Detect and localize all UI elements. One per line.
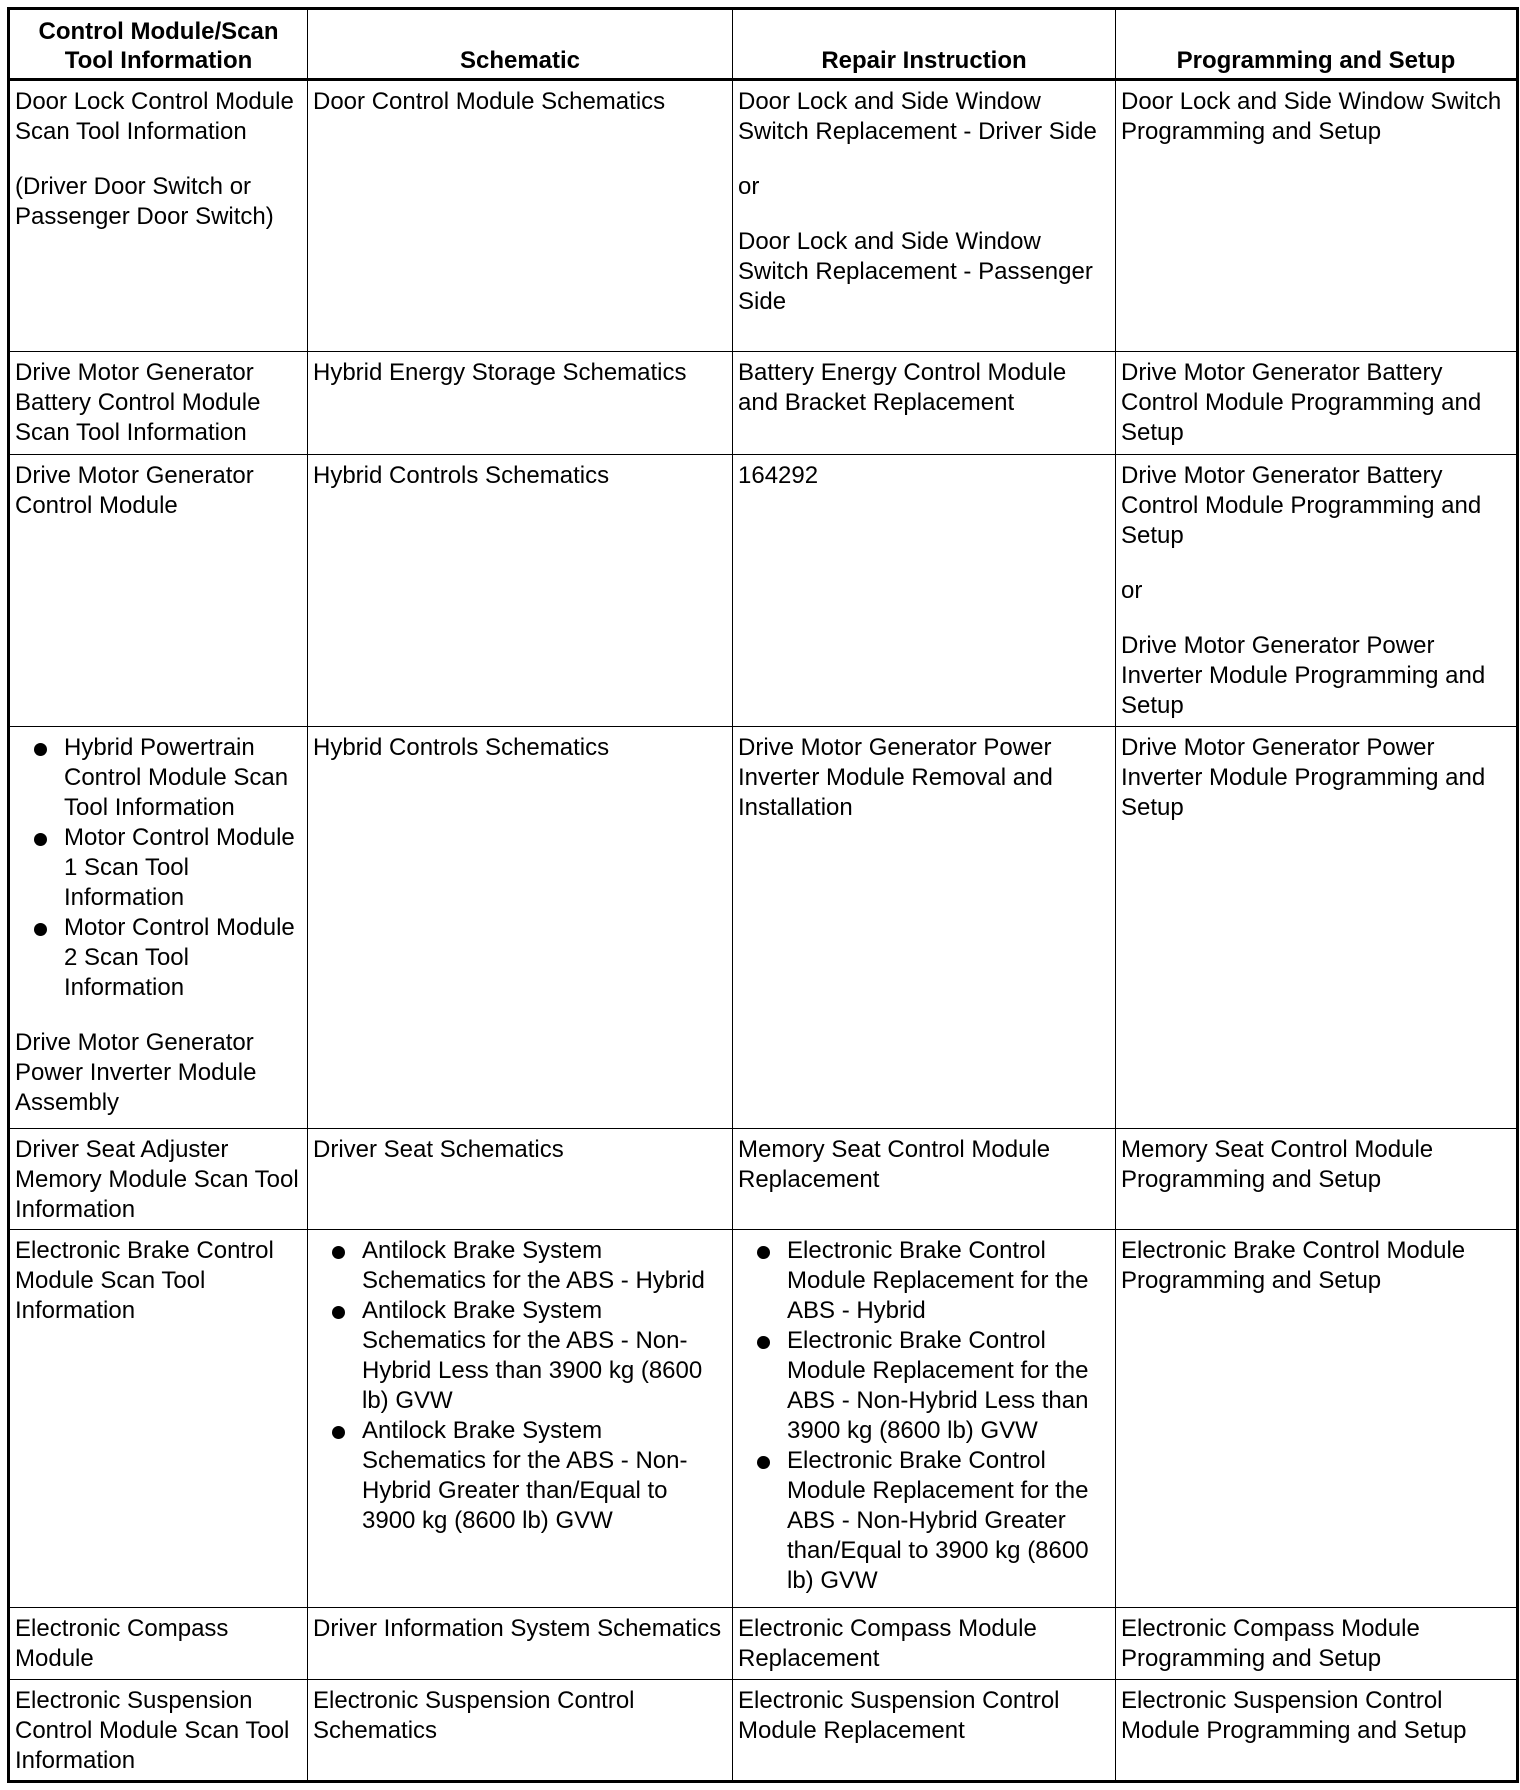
table-row <box>9 1680 1518 1782</box>
cell-module <box>9 455 308 727</box>
module-reference-table <box>7 7 1519 1783</box>
cell-programming <box>1116 80 1518 352</box>
cell-schematic <box>308 1680 733 1782</box>
cell-text: 164292 <box>738 462 819 489</box>
cell-text: Electronic Brake Control Module Scan Tool Information <box>15 1237 274 1324</box>
cell-repair <box>733 727 1116 1129</box>
cell-text: Hybrid Energy Storage Schematics <box>313 359 687 386</box>
cell-module <box>9 1608 308 1680</box>
list-item: Electronic Brake Control Module Replacement for the ABS - Non-Hybrid Less than 3900 kg (8600 lb) GVW <box>738 1326 1110 1446</box>
cell-module <box>9 1129 308 1230</box>
cell-text: (Driver Door Switch or Passenger Door Switch) <box>15 173 274 230</box>
cell-schematic <box>308 1230 733 1608</box>
cell-text: Electronic Suspension Control Schematics <box>313 1687 635 1744</box>
cell-module <box>9 1230 308 1608</box>
cell-repair <box>733 1680 1116 1782</box>
cell-text: Electronic Compass Module Replacement <box>738 1615 1037 1672</box>
table-row <box>9 1608 1518 1680</box>
cell-text: Drive Motor Generator Battery Control Module Scan Tool Information <box>15 359 261 446</box>
cell-text: Drive Motor Generator Power Inverter Module Programming and Setup <box>1121 632 1486 719</box>
cell-text: Hybrid Controls Schematics <box>313 734 610 761</box>
cell-programming <box>1116 352 1518 455</box>
table-row <box>9 80 1518 352</box>
cell-programming <box>1116 1129 1518 1230</box>
header-row <box>9 9 1518 80</box>
cell-text: Electronic Suspension Control Module Scan Tool Information <box>15 1687 290 1774</box>
table-row <box>9 1230 1518 1608</box>
table-header <box>9 9 1518 80</box>
cell-schematic <box>308 80 733 352</box>
cell-programming <box>1116 1680 1518 1782</box>
list-item: Motor Control Module 2 Scan Tool Information <box>15 913 302 1003</box>
cell-programming <box>1116 455 1518 727</box>
table-row <box>9 1129 1518 1230</box>
cell-text: Memory Seat Control Module Programming and Setup <box>1121 1136 1434 1193</box>
cell-repair <box>733 1230 1116 1608</box>
cell-text: Electronic Suspension Control Module Programming and Setup <box>1121 1687 1467 1744</box>
cell-text: Door Lock and Side Window Switch Replacement - Passenger Side <box>738 228 1093 315</box>
list-item: Hybrid Powertrain Control Module Scan Tool Information <box>15 733 302 823</box>
cell-programming <box>1116 1608 1518 1680</box>
bullet-list <box>738 1236 1110 1596</box>
table-row <box>9 352 1518 455</box>
cell-text: Driver Seat Schematics <box>313 1136 564 1163</box>
list-item: Electronic Brake Control Module Replacement for the ABS - Hybrid <box>738 1236 1110 1326</box>
header-repair-instruction: Repair Instruction <box>733 9 1116 80</box>
cell-schematic <box>308 1129 733 1230</box>
cell-schematic <box>308 352 733 455</box>
cell-text: or <box>1121 577 1143 604</box>
cell-text: Memory Seat Control Module Replacement <box>738 1136 1051 1193</box>
cell-text: Drive Motor Generator Control Module <box>15 462 254 519</box>
cell-repair <box>733 352 1116 455</box>
cell-schematic <box>308 727 733 1129</box>
cell-text: or <box>738 173 760 200</box>
cell-text: Electronic Suspension Control Module Replacement <box>738 1687 1060 1744</box>
bullet-list <box>313 1236 727 1536</box>
table-row <box>9 727 1518 1129</box>
table-body <box>9 80 1518 1782</box>
cell-text: Door Lock Control Module Scan Tool Information <box>15 88 294 145</box>
cell-text: Door Lock and Side Window Switch Programming and Setup <box>1121 88 1502 145</box>
cell-text: Battery Energy Control Module and Bracket Replacement <box>738 359 1067 416</box>
cell-repair <box>733 1129 1116 1230</box>
list-item: Motor Control Module 1 Scan Tool Information <box>15 823 302 913</box>
cell-repair <box>733 455 1116 727</box>
bullet-list <box>15 733 302 1003</box>
cell-repair <box>733 1608 1116 1680</box>
cell-programming <box>1116 1230 1518 1608</box>
cell-text: Drive Motor Generator Battery Control Module Programming and Setup <box>1121 462 1482 549</box>
cell-text: Door Control Module Schematics <box>313 88 666 115</box>
cell-text: Door Lock and Side Window Switch Replacement - Driver Side <box>738 88 1097 145</box>
table-row <box>9 455 1518 727</box>
header-schematic: Schematic <box>308 9 733 80</box>
cell-module <box>9 80 308 352</box>
cell-text: Drive Motor Generator Power Inverter Module Assembly <box>15 1029 257 1116</box>
cell-module <box>9 352 308 455</box>
cell-text: Electronic Brake Control Module Programming and Setup <box>1121 1237 1466 1294</box>
cell-programming <box>1116 727 1518 1129</box>
document <box>7 7 1516 1783</box>
cell-text: Drive Motor Generator Power Inverter Module Removal and Installation <box>738 734 1053 821</box>
list-item: Antilock Brake System Schematics for the ABS - Non-Hybrid Less than 3900 kg (8600 lb) GVW <box>313 1296 727 1416</box>
list-item: Antilock Brake System Schematics for the ABS - Hybrid <box>313 1236 727 1296</box>
cell-module <box>9 727 308 1129</box>
cell-text: Drive Motor Generator Battery Control Module Programming and Setup <box>1121 359 1482 446</box>
cell-text: Electronic Compass Module <box>15 1615 229 1672</box>
cell-text: Drive Motor Generator Power Inverter Module Programming and Setup <box>1121 734 1486 821</box>
cell-module <box>9 1680 308 1782</box>
cell-schematic <box>308 1608 733 1680</box>
cell-schematic <box>308 455 733 727</box>
cell-text: Hybrid Controls Schematics <box>313 462 610 489</box>
cell-repair <box>733 80 1116 352</box>
cell-text: Driver Seat Adjuster Memory Module Scan Tool Information <box>15 1136 299 1223</box>
cell-text: Driver Information System Schematics <box>313 1615 722 1642</box>
list-item: Antilock Brake System Schematics for the ABS - Non-Hybrid Greater than/Equal to 3900 kg (8600 lb) GVW <box>313 1416 727 1536</box>
list-item: Electronic Brake Control Module Replacement for the ABS - Non-Hybrid Greater than/Equal to 3900 kg (8600 lb) GVW <box>738 1446 1110 1596</box>
header-module: Control Module/Scan Tool Information <box>9 9 308 80</box>
cell-text: Electronic Compass Module Programming and Setup <box>1121 1615 1420 1672</box>
header-programming-setup: Programming and Setup <box>1116 9 1518 80</box>
